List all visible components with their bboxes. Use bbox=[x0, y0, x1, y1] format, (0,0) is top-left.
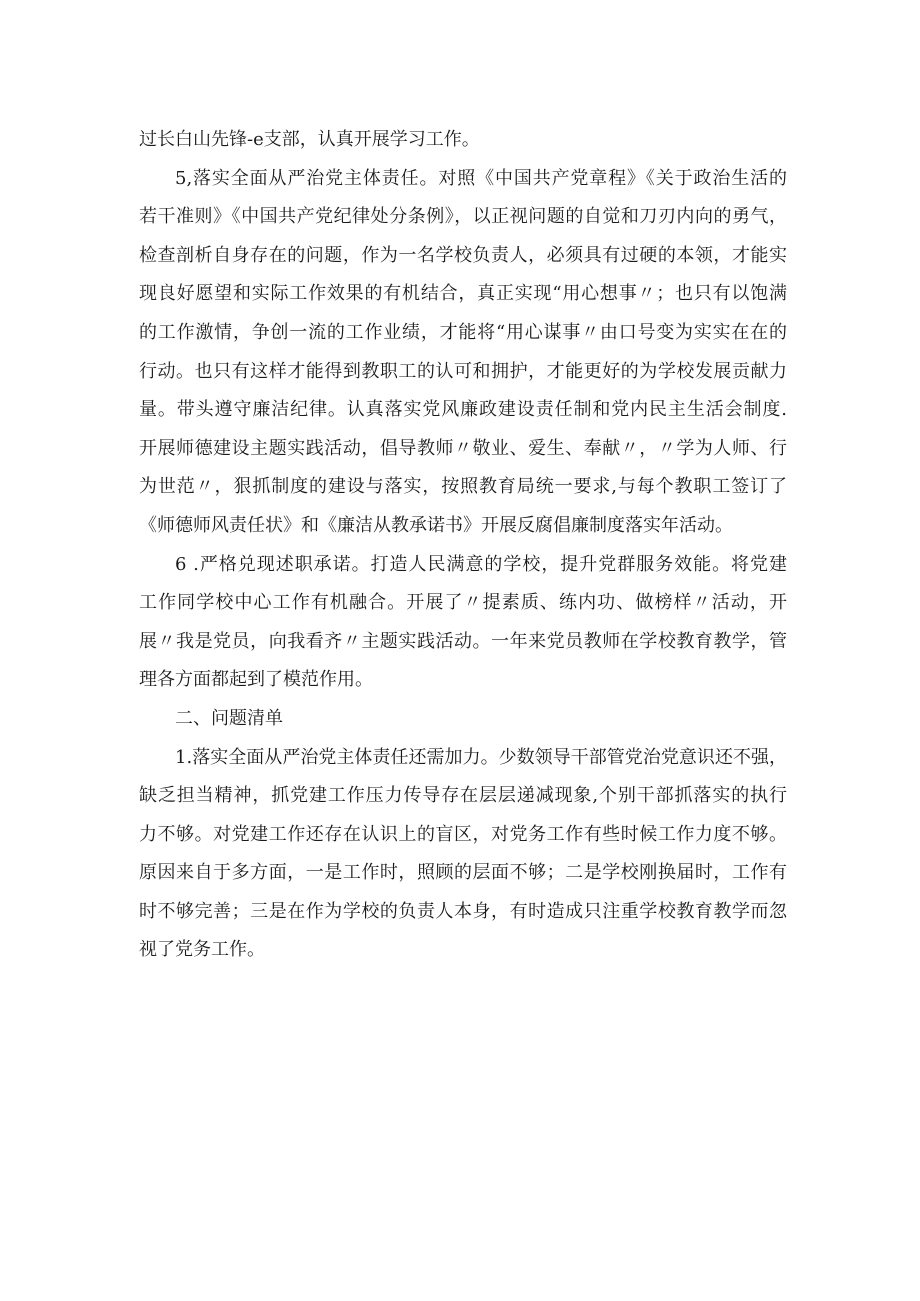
text-line: 6 .严格兑现述职承诺。打造人民满意的学校，提升党群服务效能。将党建 bbox=[175, 553, 787, 575]
text-line: 过长白山先锋-e支部，认真开展学习工作。 bbox=[139, 129, 480, 150]
text-line: 视了党务工作。 bbox=[139, 939, 265, 961]
document-page bbox=[139, 121, 787, 970]
text-line: 行动。也只有这样才能得到教职工的认可和拥护，才能更好的为学校发展贡献力 bbox=[139, 360, 787, 382]
text-line: 展〃我是党员，向我看齐〃主题实践活动。一年来党员教师在学校教育教学，管 bbox=[139, 630, 787, 652]
text-line: 开展师德建设主题实践活动，倡导教师〃敬业、爱生、奉献〃，〃学为人师、行 bbox=[139, 437, 787, 459]
text-line: 为世范〃，狠抓制度的建设与落实，按照教育局统一要求,与每个教职工签订了 bbox=[139, 476, 787, 498]
text-line: 5,落实全面从严治党主体责任。对照《中国共产党章程》《关于政治生活的 bbox=[175, 167, 787, 189]
text-line: 检查剖析自身存在的问题，作为一名学校负责人，必须具有过硬的本领，才能实 bbox=[139, 244, 787, 266]
text-line: 工作同学校中心工作有机融合。开展了〃提素质、练内功、做榜样〃活动，开 bbox=[139, 592, 787, 614]
text-line: 现良好愿望和实际工作效果的有机结合，真正实现“用心想事〃；也只有以饱满 bbox=[139, 283, 787, 305]
text-line: 时不够完善；三是在作为学校的负责人本身，有时造成只注重学校教育教学而忽 bbox=[139, 900, 787, 922]
text-line: 力不够。对党建工作还存在认识上的盲区，对党务工作有些时候工作力度不够。 bbox=[139, 823, 787, 845]
text-line: 《师德师风责任状》和《廉洁从教承诺书》开展反腐倡廉制度落实年活动。 bbox=[139, 514, 733, 536]
paragraph-6 bbox=[139, 546, 787, 700]
text-line: 量。带头遵守廉洁纪律。认真落实党风廉政建设责任制和党内民主生活会制度. bbox=[139, 399, 787, 421]
paragraph-5 bbox=[139, 160, 787, 546]
text-line: 的工作激情，争创一流的工作业绩，才能将“用心谋事〃由口号变为实实在在的 bbox=[139, 321, 787, 343]
text-line: 理各方面都起到了模范作用。 bbox=[139, 669, 373, 691]
text-line: 若干准则》《中国共产党纪律处分条例》，以正视问题的自觉和刀刃内向的勇气， bbox=[139, 206, 787, 228]
text-line: 原因来自于多方面，一是工作时，照顾的层面不够；二是学校刚换届时，工作有 bbox=[139, 862, 787, 884]
text-line: 缺乏担当精神，抓党建工作压力传导存在层层递减现象,个别干部抓落实的执行 bbox=[139, 785, 787, 807]
paragraph-continued bbox=[139, 121, 787, 160]
text-line: 1.落实全面从严治党主体责任还需加力。少数领导干部管党治党意识还不强， bbox=[175, 746, 787, 768]
section-heading: 二、问题清单 bbox=[175, 707, 283, 729]
issue-1-paragraph bbox=[139, 739, 787, 971]
